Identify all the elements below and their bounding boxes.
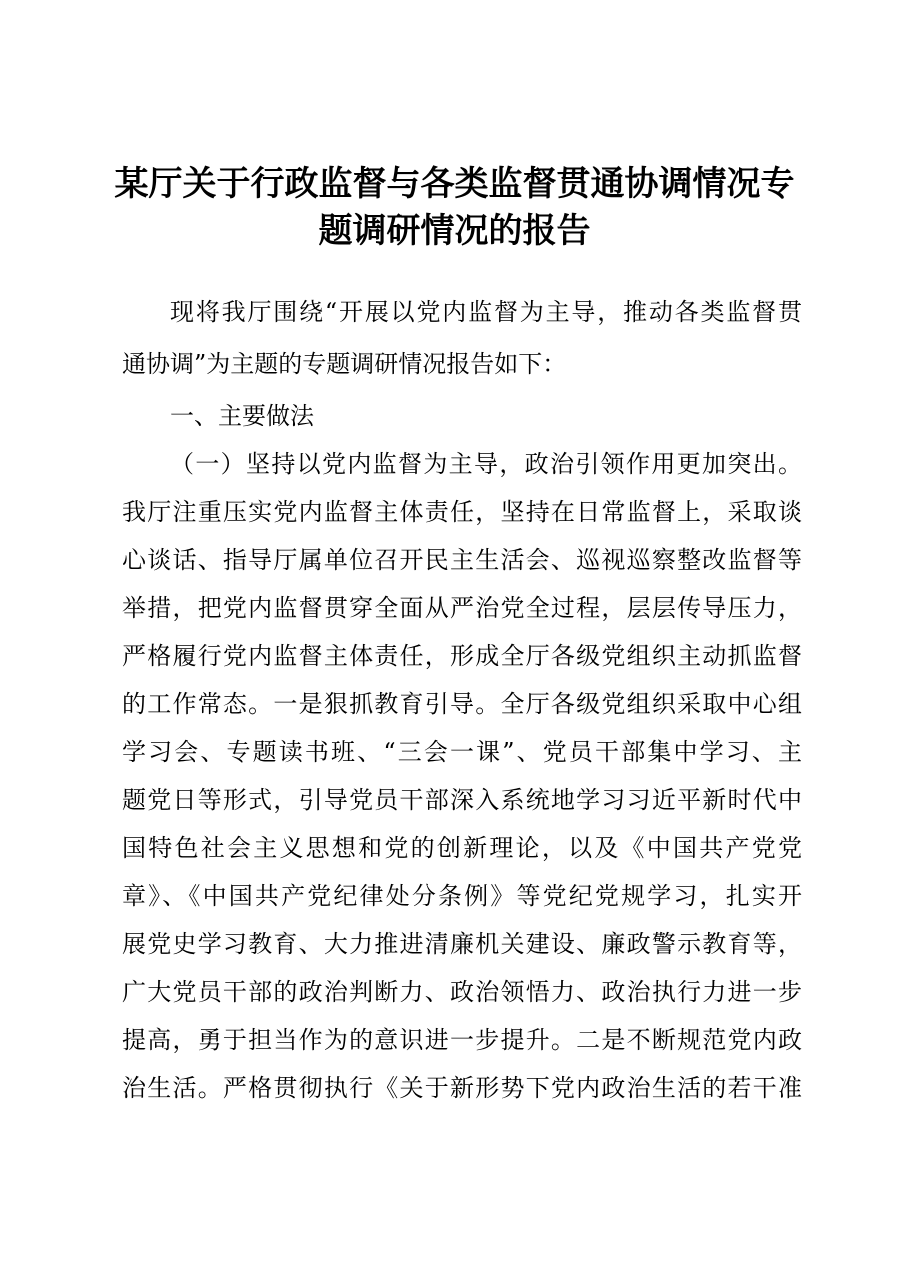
- section-heading: 一、主要做法: [170, 402, 314, 430]
- body-line: 学习会、专题读书班、“三会一课”、党员干部集中学习、主: [122, 738, 802, 766]
- body-line: 治生活。严格贯彻执行《关于新形势下党内政治生活的若干准: [122, 1074, 802, 1102]
- body-line: 广大党员干部的政治判断力、政治领悟力、政治执行力进一步: [122, 978, 802, 1006]
- body-line: 现将我厅围绕“开展以党内监督为主导，推动各类监督贯: [170, 298, 802, 326]
- body-line: 的工作常态。一是狠抓教育引导。全厅各级党组织采取中心组: [122, 690, 802, 718]
- body-line: 国特色社会主义思想和党的创新理论，以及《中国共产党党: [122, 834, 802, 862]
- body-line: 通协调”为主题的专题调研情况报告如下：: [122, 350, 567, 378]
- body-line: 举措，把党内监督贯穿全面从严治党全过程，层层传导压力，: [122, 594, 802, 622]
- body-line: 我厅注重压实党内监督主体责任，坚持在日常监督上，采取谈: [122, 498, 802, 526]
- body-line: 严格履行党内监督主体责任，形成全厅各级党组织主动抓监督: [122, 642, 802, 670]
- subsection-heading: （一）坚持以党内监督为主导，政治引领作用更加突出。: [170, 450, 802, 478]
- body-line: 章》、《中国共产党纪律处分条例》等党纪党规学习，扎实开: [122, 882, 802, 910]
- document-title-line-1: 某厅关于行政监督与各类监督贯通协调情况专: [114, 164, 795, 204]
- document-title-line-2: 题调研情况的报告: [318, 211, 591, 251]
- body-line: 提高，勇于担当作为的意识进一步提升。二是不断规范党内政: [122, 1026, 802, 1054]
- body-line: 心谈话、指导厅属单位召开民主生活会、巡视巡察整改监督等: [122, 546, 802, 574]
- body-line: 题党日等形式，引导党员干部深入系统地学习习近平新时代中: [122, 786, 802, 814]
- body-line: 展党史学习教育、大力推进清廉机关建设、廉政警示教育等，: [122, 930, 802, 958]
